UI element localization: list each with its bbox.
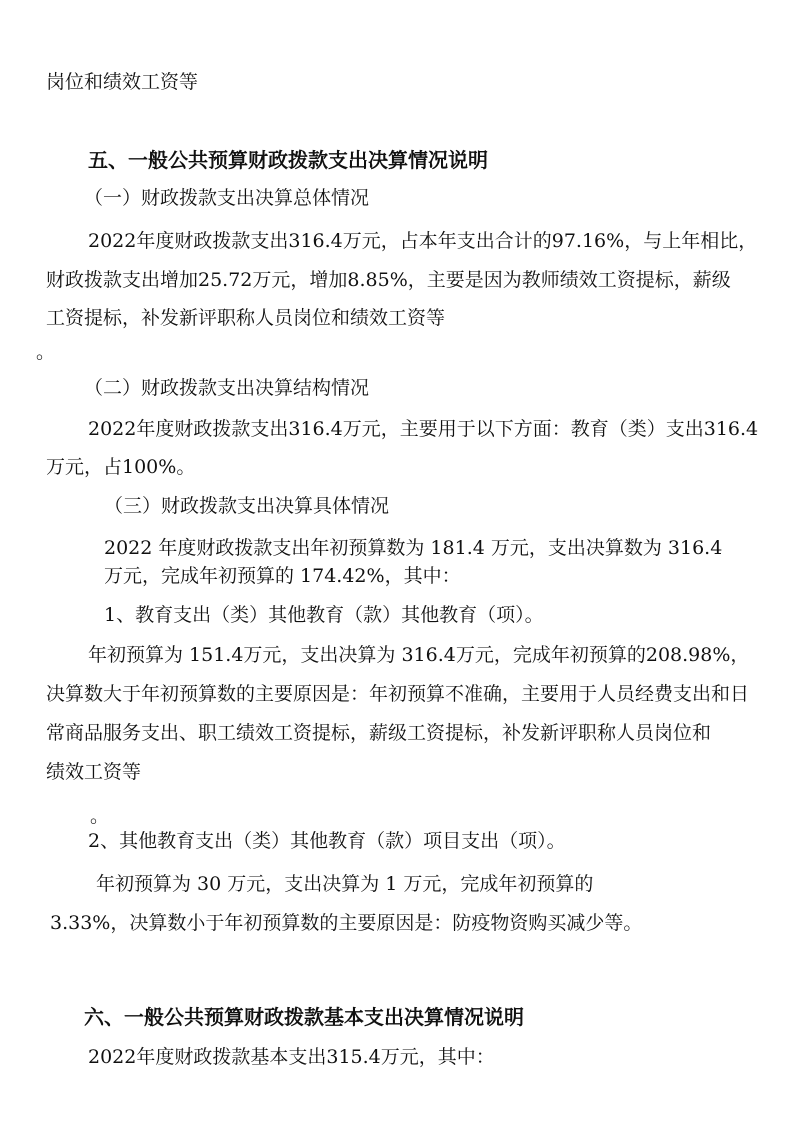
paragraph-line: 3.33%，决算数小于年初预算数的主要原因是：防疫物资购买减少等。 — [50, 912, 643, 934]
paragraph-line: 2022年度财政拨款基本支出315.4万元，其中： — [88, 1046, 495, 1068]
paragraph-line: 2022年度财政拨款支出316.4万元，占本年支出合计的97.16%，与上年相比， — [88, 230, 758, 252]
paragraph-line: 万元，占100%。 — [46, 456, 196, 478]
paragraph-line: 2022 年度财政拨款支出年初预算数为 181.4 万元，支出决算数为 316.4 — [104, 537, 723, 559]
paragraph-line: 财政拨款支出增加25.72万元，增加8.85%，主要是因为教师绩效工资提标，薪级 — [46, 269, 731, 291]
section-heading: 六、一般公共预算财政拨款基本支出决算情况说明 — [84, 1005, 524, 1029]
paragraph-line: 岗位和绩效工资等 — [46, 71, 199, 93]
subsection-heading: （一）财政拨款支出决算总体情况 — [84, 187, 370, 209]
paragraph-line: 。 — [36, 341, 56, 363]
section-heading: 五、一般公共预算财政拨款支出决算情况说明 — [88, 148, 488, 172]
item-title: 1、教育支出（类）其他教育（款）其他教育（项）。 — [104, 604, 544, 626]
paragraph-line: 2022年度财政拨款支出316.4万元，主要用于以下方面：教育（类）支出316.4 — [88, 418, 759, 440]
subsection-heading: （二）财政拨款支出决算结构情况 — [84, 377, 370, 399]
paragraph-line: 年初预算为 151.4万元，支出决算为 316.4万元，完成年初预算的208.98%， — [88, 644, 750, 666]
paragraph-line: 年初预算为 30 万元，支出决算为 1 万元，完成年初预算的 — [96, 873, 594, 895]
paragraph-line: 。 — [90, 805, 110, 827]
subsection-heading: （三）财政拨款支出决算具体情况 — [104, 495, 390, 517]
paragraph-line: 常商品服务支出、职工绩效工资提标，薪级工资提标，补发新评职称人员岗位和 — [46, 722, 712, 744]
paragraph-line: 绩效工资等 — [46, 761, 142, 783]
paragraph-line: 工资提标，补发新评职称人员岗位和绩效工资等 — [46, 307, 446, 329]
paragraph-line: 万元，完成年初预算的 174.42%，其中： — [104, 565, 461, 587]
paragraph-line: 决算数大于年初预算数的主要原因是：年初预算不准确，主要用于人员经费支出和日 — [46, 683, 750, 705]
item-title: 2、其他教育支出（类）其他教育（款）项目支出（项）。 — [88, 830, 566, 852]
